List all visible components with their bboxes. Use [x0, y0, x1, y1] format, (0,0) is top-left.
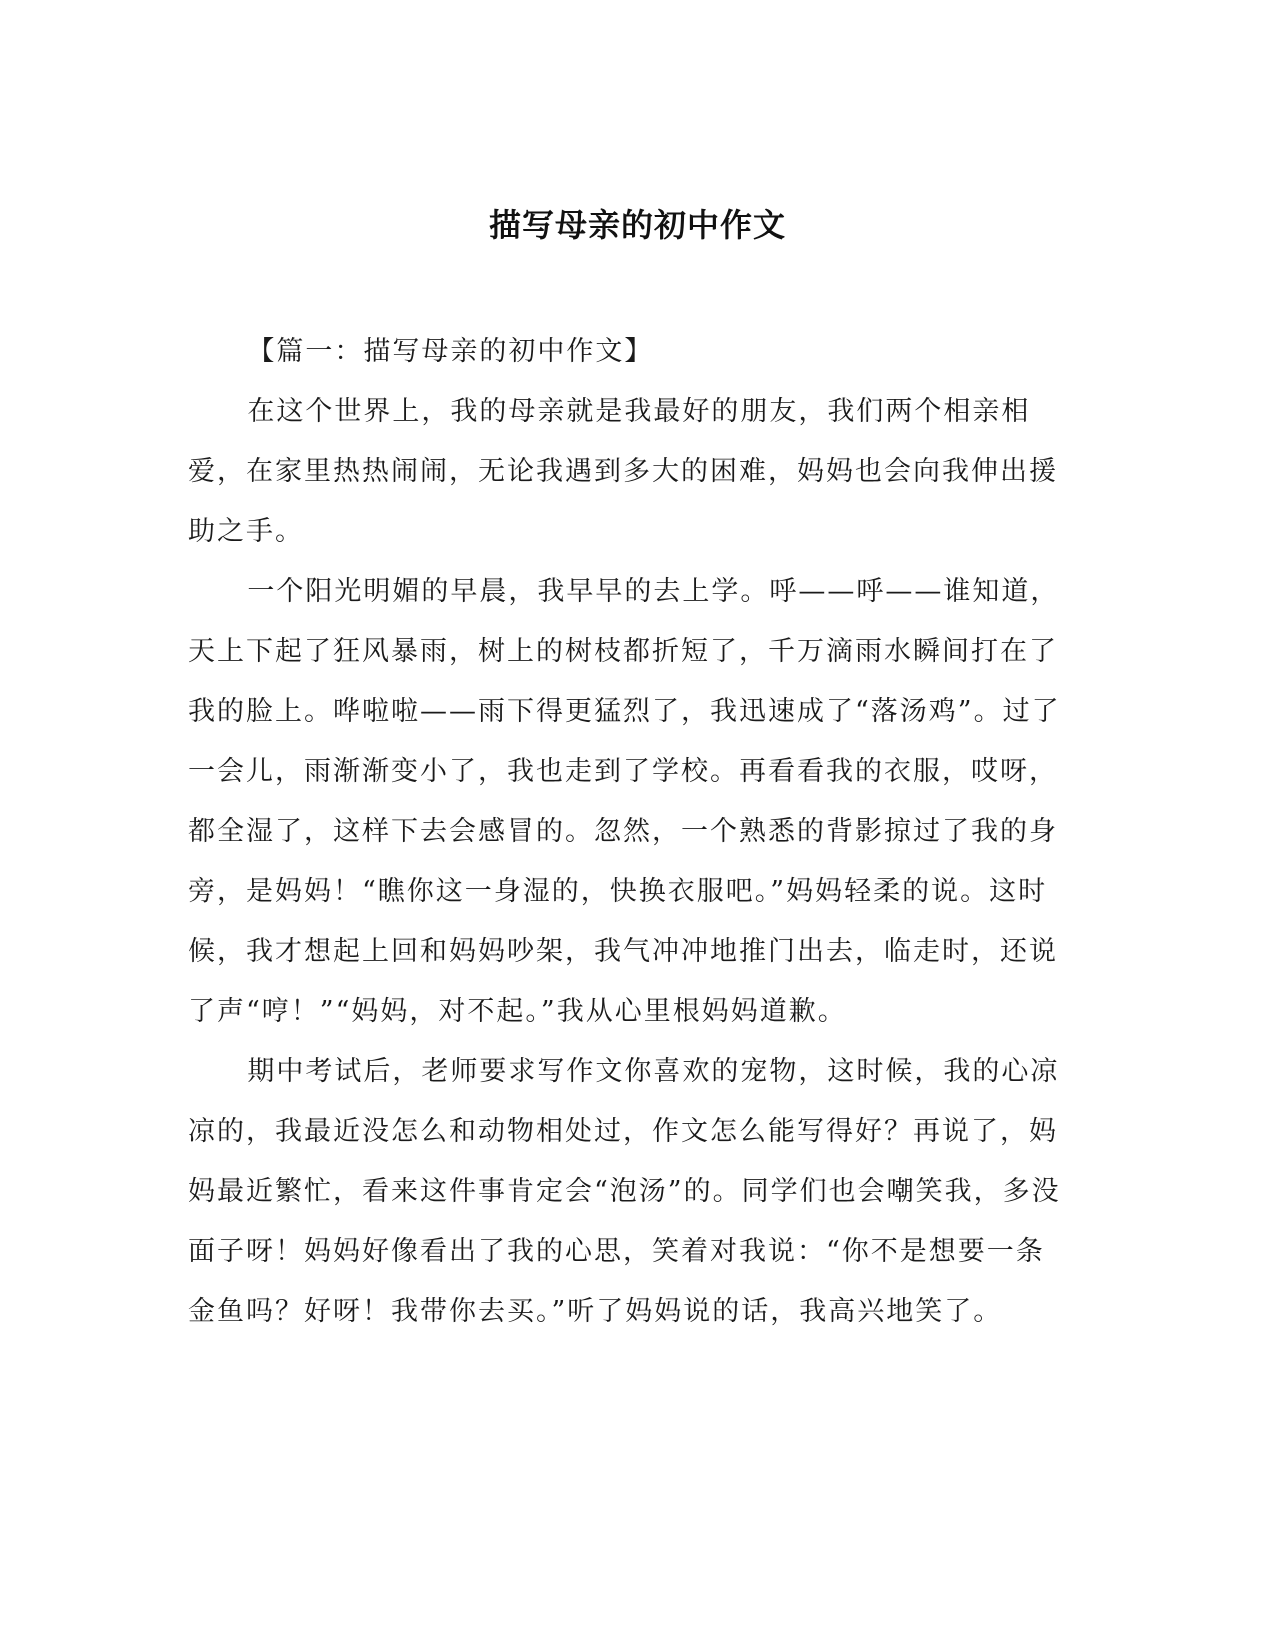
paragraph-3: 期中考试后，老师要求写作文你喜欢的宠物，这时候，我的心凉凉的，我最近没怎么和动物相处过，作文怎么能写得好？再说了，妈妈最近繁忙，看来这件事肯定会“泡汤”的。同学们也会嘲笑我，多没面子呀！妈妈好像看出了我的心思，笑着对我说：“你不是想要一条金鱼吗？好呀！我带你去买。”听了妈妈说的话，我高兴地笑了。	[188, 1056, 1061, 1327]
section-heading: 【篇一：描写母亲的初中作文】	[247, 336, 654, 367]
document-title: 描写母亲的初中作文	[488, 206, 786, 244]
paragraph-2: 一个阳光明媚的早晨，我早早的去上学。呼——呼——谁知道，天上下起了狂风暴雨，树上的树枝都折短了，千万滴雨水瞬间打在了我的脸上。哗啦啦——雨下得更猛烈了，我迅速成了“落汤鸡”。过了一会儿，雨渐渐变小了，我也走到了学校。再看看我的衣服，哎呀，都全湿了，这样下去会感冒的。忽然，一个熟悉的背影掠过了我的身旁，是妈妈！“瞧你这一身湿的，快换衣服吧。”妈妈轻柔的说。这时候，我才想起上回和妈妈吵架，我气冲冲地推门出去，临走时，还说了声“哼！”“妈妈，对不起。”我从心里根妈妈道歉。	[188, 576, 1061, 1027]
paragraph-1: 在这个世界上，我的母亲就是我最好的朋友，我们两个相亲相爱，在家里热热闹闹，无论我遇到多大的困难，妈妈也会向我伸出援助之手。	[188, 396, 1058, 547]
document-body	[188, 322, 1072, 1342]
